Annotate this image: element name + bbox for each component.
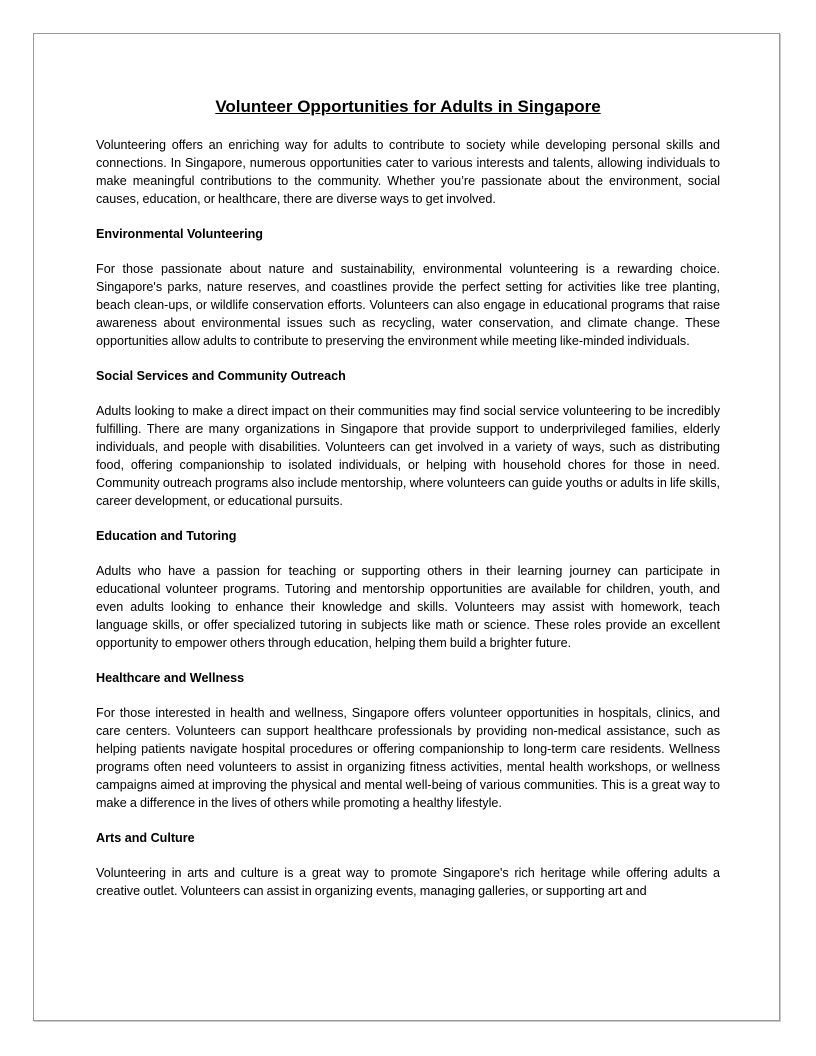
section-body-environmental: For those passionate about nature and sustainability, environmental volunteering is a rewarding choice. Singapore's parks, nature reserves, and coastlines provide the perfect setting for activities like tree planting, beach clean-ups, or wildlife conservation efforts. Volunteers can also engage in educational programs that raise awareness about environmental issues such as recycling, water conservation, and climate change. These opportunities allow adults to contribute to preserving the environment while meeting like-minded individuals.: [96, 262, 720, 348]
section-body-social-services: Adults looking to make a direct impact on their communities may find social service volunteering to be incredibly fulfilling. There are many organizations in Singapore that provide support to underprivileged families, elderly individuals, and people with disabilities. Volunteers can get involved in a variety of ways, such as distributing food, offering companionship to isolated individuals, or helping with household chores for those in need. Community outreach programs also include mentorship, where volunteers can guide youths or adults in life skills, career development, or educational pursuits.: [96, 404, 720, 508]
page-title: Volunteer Opportunities for Adults in Singapore: [215, 97, 601, 116]
section-heading-healthcare: Healthcare and Wellness: [96, 671, 245, 685]
section-heading-environmental: Environmental Volunteering: [96, 227, 264, 241]
section-body-healthcare: For those interested in health and wellness, Singapore offers volunteer opportunities in hospitals, clinics, and care centers. Volunteers can support healthcare professionals by providing non-medical assistance, such as helping patients navigate hospital procedures or offering companionship to long-term care residents. Wellness programs often need volunteers to assist in organizing fitness activities, mental health workshops, or wellness campaigns aimed at improving the physical and mental well-being of various communities. This is a great way to make a difference in the lives of others while promoting a healthy lifestyle.: [96, 706, 720, 810]
section-heading-education: Education and Tutoring: [96, 529, 237, 543]
section-heading-arts: Arts and Culture: [96, 831, 195, 845]
section-heading-social-services: Social Services and Community Outreach: [96, 369, 346, 383]
intro-paragraph: Volunteering offers an enriching way for adults to contribute to society while developing personal skills and connections. In Singapore, numerous opportunities cater to various interests and talents, allowing individuals to make meaningful contributions to the community. Whether you’re passionate about the environment, social causes, education, or healthcare, there are diverse ways to get involved.: [96, 138, 720, 206]
section-body-arts: Volunteering in arts and culture is a great way to promote Singapore's rich heritage while offering adults a creative outlet. Volunteers can assist in organizing events, managing galleries, or supporting art and: [96, 866, 720, 898]
section-body-education: Adults who have a passion for teaching or supporting others in their learning journey can participate in educational volunteer programs. Tutoring and mentorship opportunities are available for children, youth, and even adults looking to enhance their knowledge and skills. Volunteers may assist with homework, teach language skills, or offer specialized tutoring in subjects like math or science. These roles provide an excellent opportunity to empower others through education, helping them build a brighter future.: [96, 564, 720, 650]
document-body: [96, 96, 720, 917]
